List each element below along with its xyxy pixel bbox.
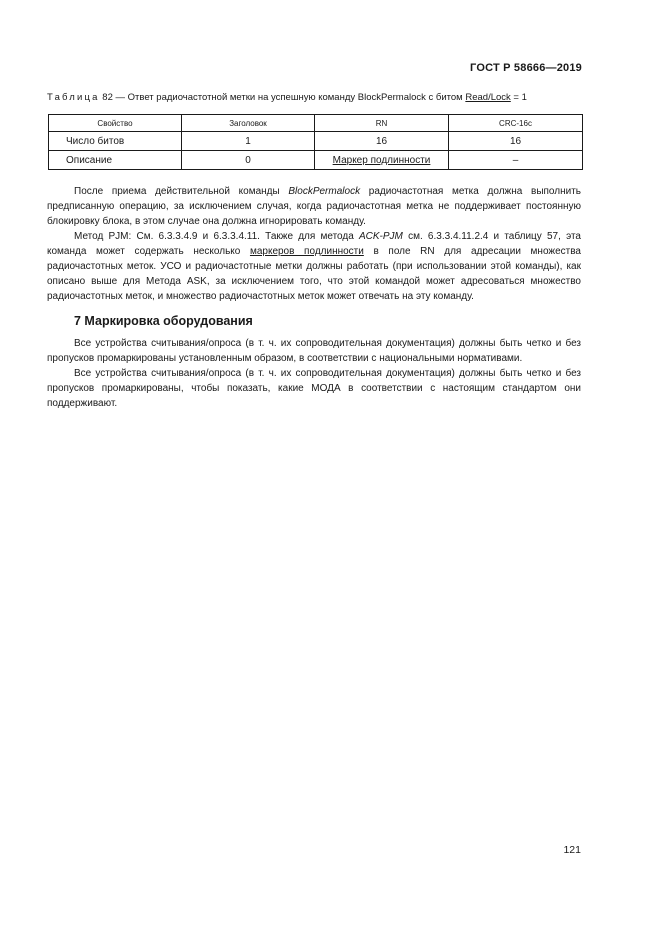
response-table <box>48 114 583 170</box>
paragraph: Все устройства считывания/опроса (в т. ч. их сопроводительная документация) должны быть четко и без пропусков промаркированы, чтобы показать, какие МОДА в соответствии с настоящим стандартом они поддерживают. <box>47 368 581 409</box>
table-cell-link: Маркер подлинности <box>332 154 431 166</box>
table-cell <box>315 151 449 170</box>
paragraph: Все устройства считывания/опроса (в т. ч. их сопроводительная документация) должны быть четко и без пропусков промаркированы установленным образом, в соответствии с национальными нормативами. <box>47 338 581 364</box>
paragraph <box>47 184 581 229</box>
body-text-block <box>47 184 581 304</box>
section-heading: 7 Маркировка оборудования <box>74 314 253 328</box>
table-cell: 16 <box>315 132 449 151</box>
table-cell-property: Описание <box>49 151 182 170</box>
method-name: ACK-PJM <box>358 231 403 242</box>
table-caption <box>47 92 587 104</box>
text-run: радиочастотная метка должна выполнить предписанную операцию, за исключением случая, когда радиочастотная метка не поддерживает постоянную блокировку блока, в этом случае она должна игнорировать команду. <box>47 186 581 227</box>
table-caption-text: 82 — Ответ радиочастотной метки на успешную команду BlockPermalock с битом <box>99 92 466 103</box>
table-header-cell: RN <box>315 115 449 132</box>
table-row <box>49 132 583 151</box>
table-header-cell: CRC-16c <box>449 115 583 132</box>
document-standard-id: ГОСТ Р 58666—2019 <box>470 62 582 74</box>
table-header-cell: Заголовок <box>182 115 315 132</box>
table-header-cell: Свойство <box>49 115 182 132</box>
table-cell-property: Число битов <box>49 132 182 151</box>
page-number: 121 <box>563 844 581 856</box>
table-cell: 1 <box>182 132 315 151</box>
term-link: маркеров подлинности <box>249 246 364 257</box>
text-run: см. 6.3.3.4.11.2.4 и таблицу 57, эта команда может содержать несколько <box>47 231 581 257</box>
table-caption-prefix: Таблица <box>47 92 100 103</box>
text-run: Метод PJM: См. 6.3.3.4.9 и 6.3.3.4.11. Также для метода <box>74 231 359 242</box>
table-cell: – <box>449 151 583 170</box>
body-text-block <box>47 336 581 411</box>
command-name: BlockPermalock <box>288 186 361 197</box>
text-run: в поле RN для адресации множества радиочастотных меток. УСО и радиочастотные метки должны работать (при использовании этой команды), как описано выше для Метода ASK, за исключением того, что этой командой может адресоваться множество радиочастотных меток, и множество радиочастотных меток может отвечать на эту команду. <box>47 246 581 302</box>
table-cell: 16 <box>449 132 583 151</box>
table-row <box>49 151 583 170</box>
table-header-row <box>49 115 583 132</box>
text-run: После приема действительной команды <box>74 186 289 197</box>
paragraph <box>47 229 581 304</box>
table-cell: 0 <box>182 151 315 170</box>
table-caption-suffix: = 1 <box>510 92 527 103</box>
table-caption-field: Read/Lock <box>465 92 511 103</box>
